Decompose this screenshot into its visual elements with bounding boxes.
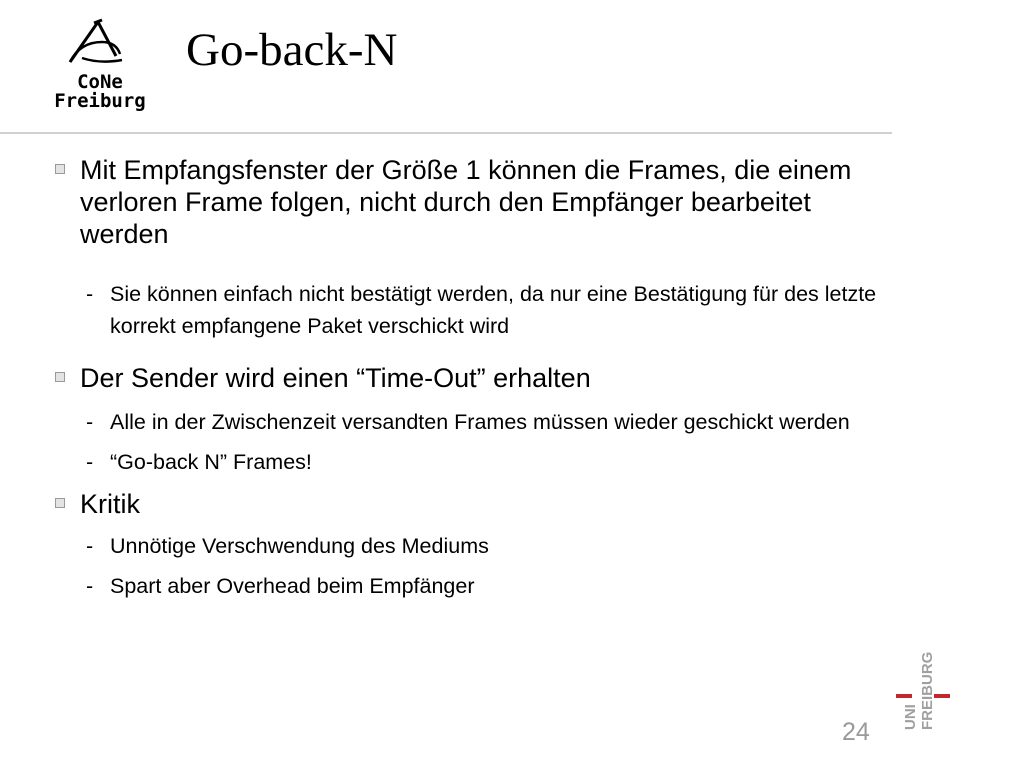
slide-content <box>52 154 902 602</box>
sub-bullet-text: Unnötige Verschwendung des Mediums <box>110 534 489 558</box>
dash-marker: - <box>86 534 94 558</box>
dash-marker: - <box>86 574 94 598</box>
dash-marker: - <box>86 450 94 474</box>
dash-marker: - <box>86 282 94 306</box>
sub-bullet-item <box>52 570 902 602</box>
sub-bullet-item <box>52 446 902 478</box>
square-bullet-icon <box>55 498 65 508</box>
sub-bullet-text: Alle in der Zwischenzeit versandten Frames müssen wieder geschickt werden <box>110 410 850 434</box>
freiburg-logo-text: FREIBURG <box>919 651 936 730</box>
sub-bullet-item <box>52 406 902 438</box>
sub-bullet-text: Sie können einfach nicht bestätigt werden, da nur eine Bestätigung für des letzte korrekt empfangene Paket verschickt wird <box>110 282 877 338</box>
page-number: 24 <box>842 718 870 746</box>
logo-text-freiburg: Freiburg <box>54 90 146 112</box>
sub-bullet-text: “Go-back N” Frames! <box>110 450 312 474</box>
bullet-item <box>52 362 902 394</box>
title-divider <box>0 132 892 134</box>
bullet-item <box>52 488 902 520</box>
slide-title: Go-back-N <box>186 24 398 76</box>
uni-freiburg-logo-icon <box>896 648 956 730</box>
logo-text-cone: CoNe <box>77 71 123 93</box>
cone-freiburg-logo <box>44 18 156 118</box>
dash-marker: - <box>86 410 94 434</box>
uni-logo-text: UNI <box>902 704 919 730</box>
cone-logo-icon <box>58 18 142 70</box>
bullet-text: Kritik <box>80 489 140 519</box>
bullet-text: Der Sender wird einen “Time-Out” erhalten <box>80 363 591 393</box>
sub-bullet-text: Spart aber Overhead beim Empfänger <box>110 574 475 598</box>
sub-bullet-item <box>52 278 902 342</box>
square-bullet-icon <box>55 372 65 382</box>
square-bullet-icon <box>55 164 65 174</box>
bullet-text: Mit Empfangsfenster der Größe 1 können die Frames, die einem verloren Frame folgen, nicht durch den Empfänger bearbeitet werden <box>80 155 852 249</box>
bullet-item <box>52 154 902 250</box>
sub-bullet-item <box>52 530 902 562</box>
